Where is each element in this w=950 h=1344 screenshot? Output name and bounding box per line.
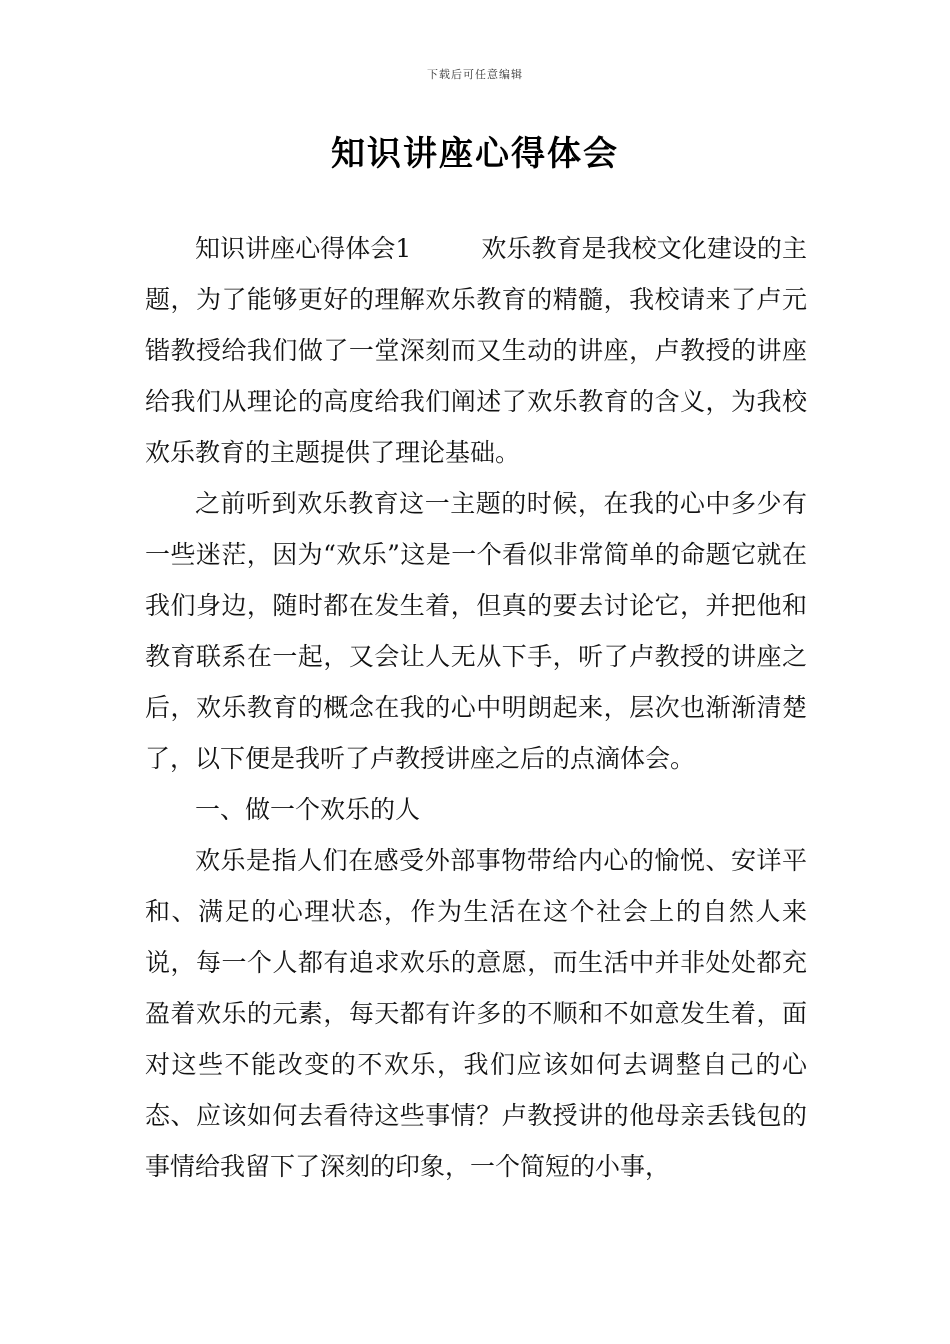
paragraph-3: 欢乐是指人们在感受外部事物带给内心的愉悦、安详平和、满足的心理状态，作为生活在这个社会上的自然人来说，每一个人都有追求欢乐的意愿，而生活中并非处处都充盈着欢乐的元素，每天都有许多的不顺和不如意发生着，面对这些不能改变的不欢乐，我们应该如何去调整自己的心态、应该如何去看待这些事情？卢教授讲的他母亲丢钱包的事情给我留下了深刻的印象，一个简短的小事， — [145, 846, 807, 1181]
section-heading-1: 一、做一个欢乐的人 — [195, 795, 421, 824]
document-body — [145, 223, 807, 1192]
document-title: 知识讲座心得体会 — [331, 134, 619, 174]
paragraph-1-text: 欢乐教育是我校文化建设的主题，为了能够更好的理解欢乐教育的精髓，我校请来了卢元锴教授给我们做了一堂深刻而又生动的讲座，卢教授的讲座给我们从理论的高度给我们阐述了欢乐教育的含义，为我校欢乐教育的主题提供了理论基础。 — [145, 234, 807, 467]
header-note: 下载后可任意编辑 — [427, 68, 523, 81]
paragraph-1 — [145, 223, 807, 478]
paragraph-1-lead: 知识讲座心得体会1 — [195, 234, 412, 263]
paragraph-2: 之前听到欢乐教育这一主题的时候，在我的心中多少有一些迷茫，因为“欢乐”这是一个看似非常简单的命题它就在我们身边，随时都在发生着，但真的要去讨论它，并把他和教育联系在一起，又会让人无从下手，听了卢教授的讲座之后，欢乐教育的概念在我的心中明朗起来，层次也渐渐清楚了，以下便是我听了卢教授讲座之后的点滴体会。 — [145, 489, 807, 773]
